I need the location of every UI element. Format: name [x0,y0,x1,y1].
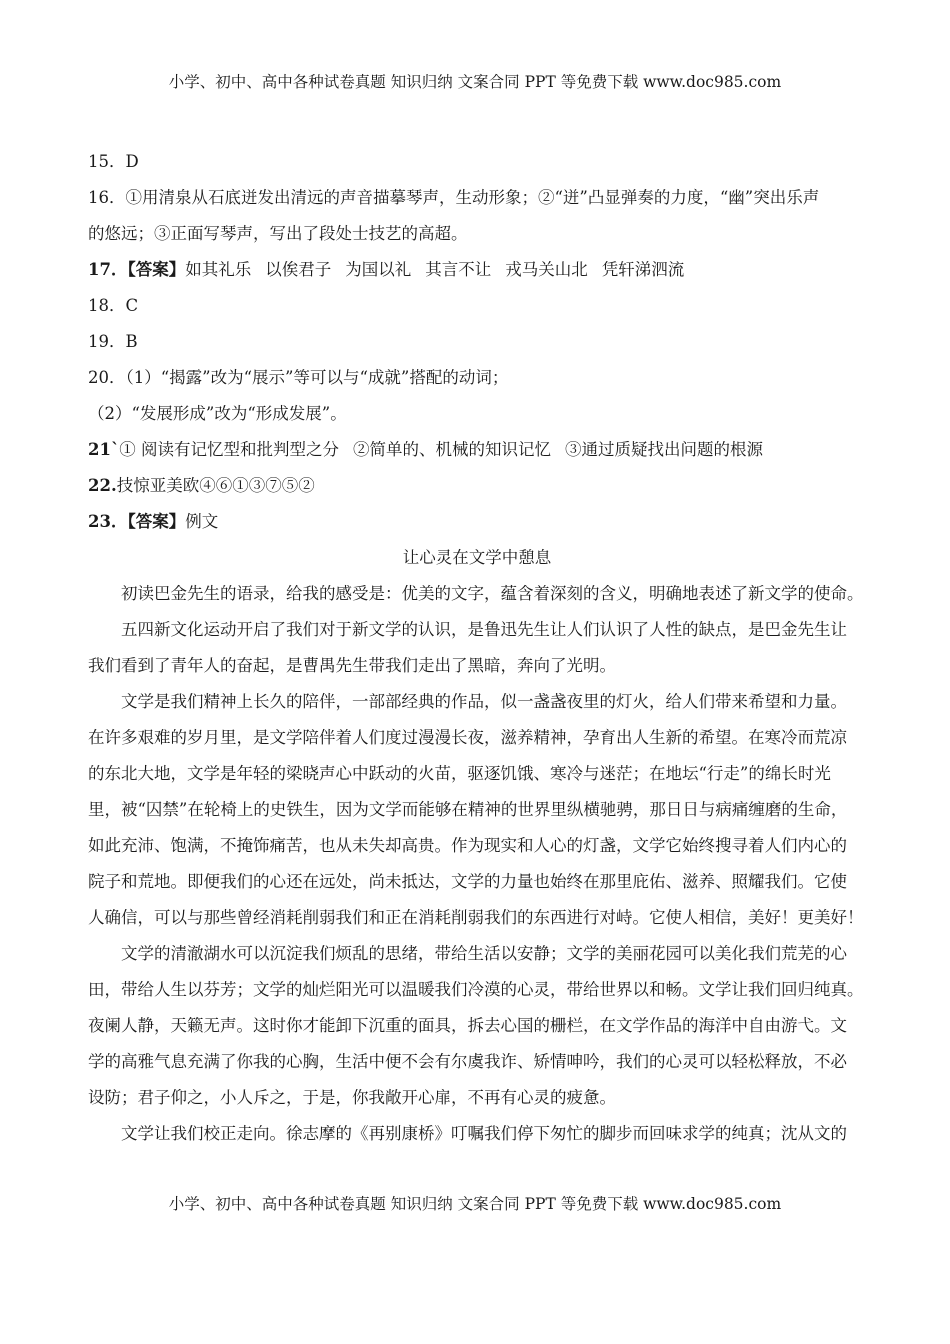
answer-23-label: 23．【答案】 [88,512,186,531]
essay-line: 文学是我们精神上长久的陪伴，一部部经典的作品，似一盏盏夜里的灯火，给人们带来希望和力量。 [121,692,847,711]
essay-line: 设防；君子仰之，小人斥之，于是，你我敞开心扉，不再有心灵的疲惫。 [88,1088,616,1107]
answer-17-label: 17．【答案】 [88,260,186,279]
page-header: 小学、初中、高中各种试卷真题 知识归纳 文案合同 PPT 等免费下载 www.doc985.com [168,73,782,91]
answer-17-item: 如其礼乐 [185,260,252,279]
answer-17-item: 戎马关山北 [505,260,588,279]
answer-15: 15．D [88,152,139,171]
page-footer: 小学、初中、高中各种试卷真题 知识归纳 文案合同 PPT 等免费下载 www.doc985.com [168,1195,782,1213]
essay-body [88,576,866,1152]
answer-20-line-1: 20．（1）“揭露”改为“展示”等可以与“成就”搭配的动词； [88,368,509,387]
essay-line: 文学让我们校正走向。徐志摩的《再别康桥》叮嘱我们停下匆忙的脚步而回味求学的纯真；沈从文的 [121,1124,847,1143]
answer-17-item: 凭轩涕泗流 [601,260,685,279]
answer-18: 18．C [88,296,139,315]
essay-line: 在许多艰难的岁月里，是文学陪伴着人们度过漫漫长夜，滋养精神，孕育出人生新的希望。在寒冷而荒凉 [88,728,847,747]
answer-22-label: 22. [88,476,117,495]
essay-line: 夜阑人静，天籁无声。这时你才能卸下沉重的面具，拆去心国的栅栏，在文学作品的海洋中自由游弋。文 [88,1016,847,1035]
essay-line: 人确信，可以与那些曾经消耗削弱我们和正在消耗削弱我们的东西进行对峙。它使人相信，美好！更美好！ [88,908,864,927]
answer-23-text: 例文 [185,512,219,531]
answer-22-text: 技惊亚美欧④⑥①③⑦⑤② [116,476,315,495]
document-body [88,144,866,1152]
essay-line: 五四新文化运动开启了我们对于新文学的认识，是鲁迅先生让人们认识了人性的缺点，是巴金先生让 [121,620,847,639]
essay-line: 文学的清澈湖水可以沉淀我们烦乱的思绪，带给生活以安静；文学的美丽花园可以美化我们荒芜的心 [121,944,847,963]
answer-17-item: 以俟君子 [265,260,332,279]
essay-line: 如此充沛、饱满，不掩饰痛苦，也从未失却高贵。作为现实和人心的灯盏，文学它始终搜寻着人们内心的 [88,836,847,855]
essay-line: 里，被“囚禁”在轮椅上的史铁生，因为文学而能够在精神的世界里纵横驰骋，那日日与病痛缠磨的生命， [88,800,848,819]
essay-line: 我们看到了青年人的奋起，是曹禺先生带我们走出了黑暗，奔向了光明。 [88,656,616,675]
essay-title: 让心灵在文学中憩息 [402,548,552,567]
answer-21-item: ②简单的、机械的知识记忆 [352,440,551,459]
essay-line: 初读巴金先生的语录，给我的感受是：优美的文字，蕴含着深刻的含义，明确地表述了新文学的使命。 [121,584,864,603]
answer-21 [88,432,866,468]
answer-21-item: ③通过质疑找出问题的根源 [564,440,763,459]
essay-line: 学的高雅气息充满了你我的心胸，生活中便不会有尔虞我诈、矫情呻吟，我们的心灵可以轻松释放，不必 [88,1052,847,1071]
answer-21-label: 21` [88,440,120,459]
answer-21-item: ① 阅读有记忆型和批判型之分 [119,440,339,459]
answer-17-item: 为国以礼 [345,260,412,279]
answer-23 [88,504,866,540]
essay-line: 田，带给人生以芬芳；文学的灿烂阳光可以温暖我们冷漠的心灵，带给世界以和畅。文学让我们回归纯真。 [88,980,864,999]
answer-17 [88,252,866,288]
answer-17-item: 其言不让 [425,260,492,279]
answer-16-line-2: 的悠远；③正面写琴声，写出了段处士技艺的高超。 [88,224,468,243]
answer-20-line-2: （2）“发展形成”改为“形成发展”。 [88,404,347,423]
essay-line: 院子和荒地。即便我们的心还在远处，尚未抵达，文学的力量也始终在那里庇佑、滋养、照耀我们。它使 [88,872,847,891]
answer-22 [88,468,866,504]
essay-line: 的东北大地，文学是年轻的梁晓声心中跃动的火苗，驱逐饥饿、寒冷与迷茫；在地坛“行走”的绵长时光 [88,764,831,783]
answer-16-line-1: 16．①用清泉从石底迸发出清远的声音描摹琴声，生动形象；②“迸”凸显弹奏的力度，“幽”突出乐声 [88,188,820,207]
answer-19: 19．B [88,332,138,351]
